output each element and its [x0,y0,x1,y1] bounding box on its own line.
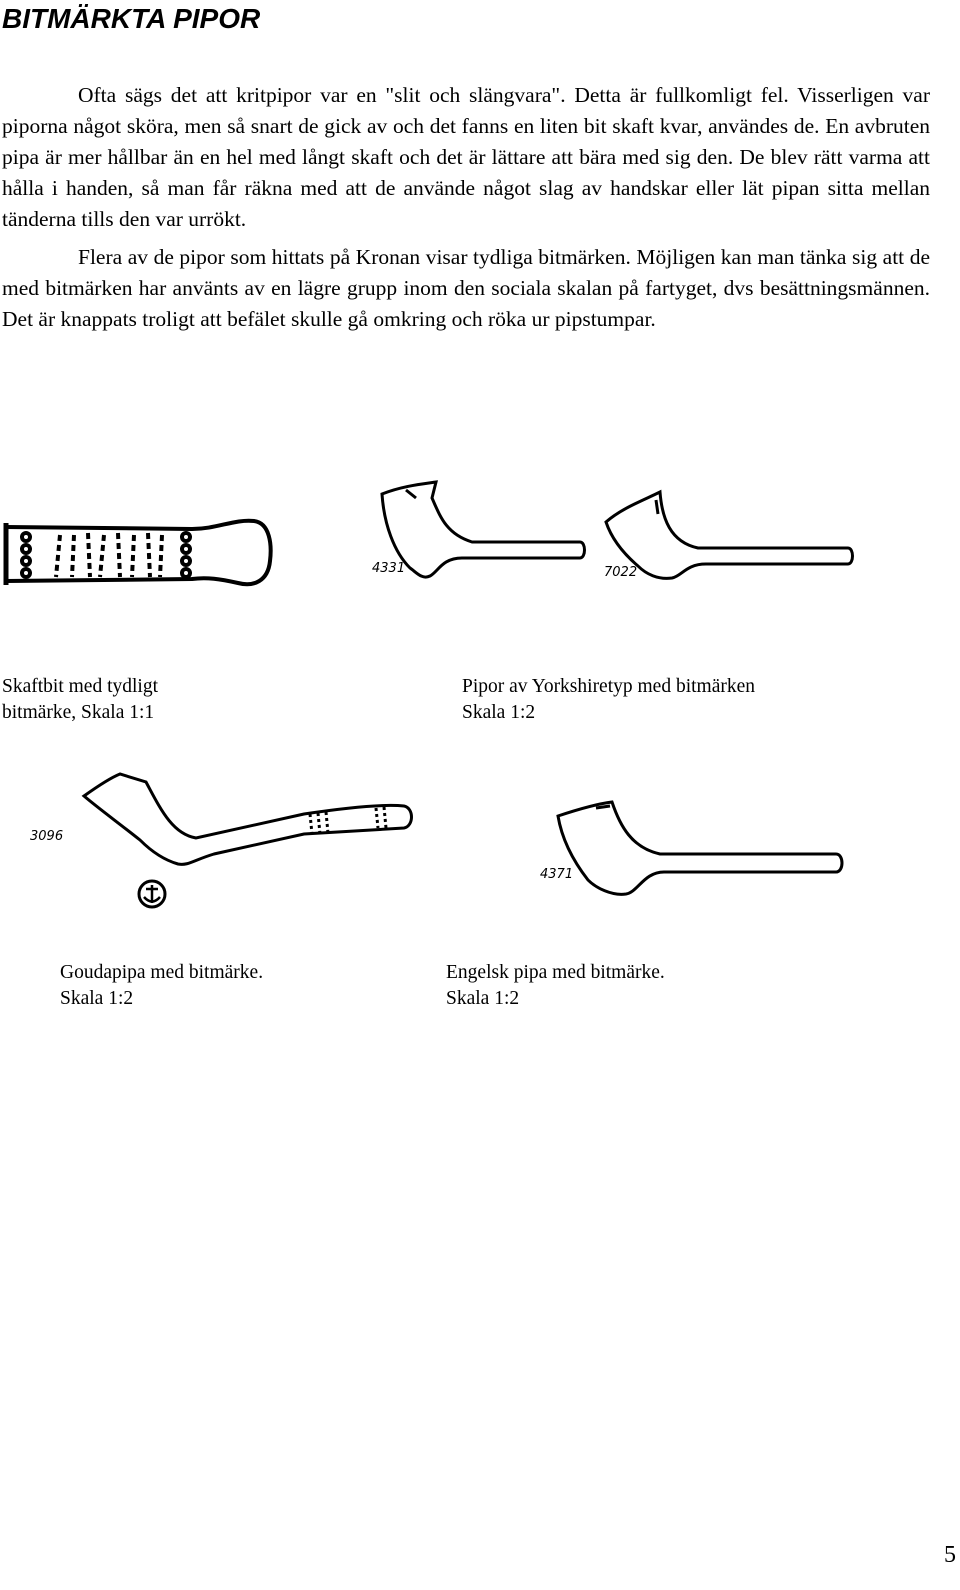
caption-gouda-pipe-line2: Skala 1:2 [60,988,134,1009]
anchor-stamp-icon [139,881,165,907]
paragraph-2: Flera av de pipor som hittats på Kronan visar tydliga bitmärken. Möjligen kan man tänka sig att de med bitmärken har använts av en lägre grupp inom den sociala skalan på fartyget, dvs besättningsmännen. Det är knappats troligt att befälet skulle gå omkring och röka ur pipstumpar. [2,245,930,331]
caption-yorkshire-pipes-line1: Pipor av Yorkshiretyp med bitmärken [462,676,756,697]
stem-fragment-drawing [2,515,274,595]
yorkshire-pipe-label-b: 7022 [604,565,638,580]
caption-english-pipe [446,960,665,1012]
english-pipe-drawing [540,796,850,906]
caption-stem-fragment-line2: bitmärke, Skala 1:1 [2,702,155,723]
caption-gouda-pipe [60,960,263,1012]
yorkshire-pipe-label-a: 4331 [372,561,406,576]
body-text [2,80,930,335]
caption-gouda-pipe-line1: Goudapipa med bitmärke. [60,962,264,983]
caption-english-pipe-line1: Engelsk pipa med bitmärke. [446,962,665,983]
gouda-pipe-label: 3096 [30,829,64,844]
caption-stem-fragment-line1: Skaftbit med tydligt [2,676,158,697]
caption-english-pipe-line2: Skala 1:2 [446,988,520,1009]
page-number: 5 [944,1542,956,1568]
caption-yorkshire-pipes [462,674,755,726]
gouda-pipe-drawing [30,768,420,918]
english-pipe-label: 4371 [540,867,574,882]
paragraph-1: Ofta sägs det att kritpipor var en "slit och slängvara". Detta är fullkomligt fel. Visserligen var piporna något sköra, men så snart de gick av och det fanns en liten bit skaft kvar, användes de. En avbruten pipa är mer hållbar än en hel med långt skaft och det är lättare att bära med sig den. De blev rätt varma att hålla i handen, så man får räkna med att de använde något slag av handskar eller lät pipan sitta mellan tänderna tills den var urrökt. [2,83,930,231]
caption-stem-fragment [2,674,158,726]
page-title: BITMÄRKTA PIPOR [2,3,261,34]
yorkshire-pipe-drawing-a [372,476,592,586]
yorkshire-pipe-drawing-b [598,488,858,588]
caption-yorkshire-pipes-line2: Skala 1:2 [462,702,536,723]
